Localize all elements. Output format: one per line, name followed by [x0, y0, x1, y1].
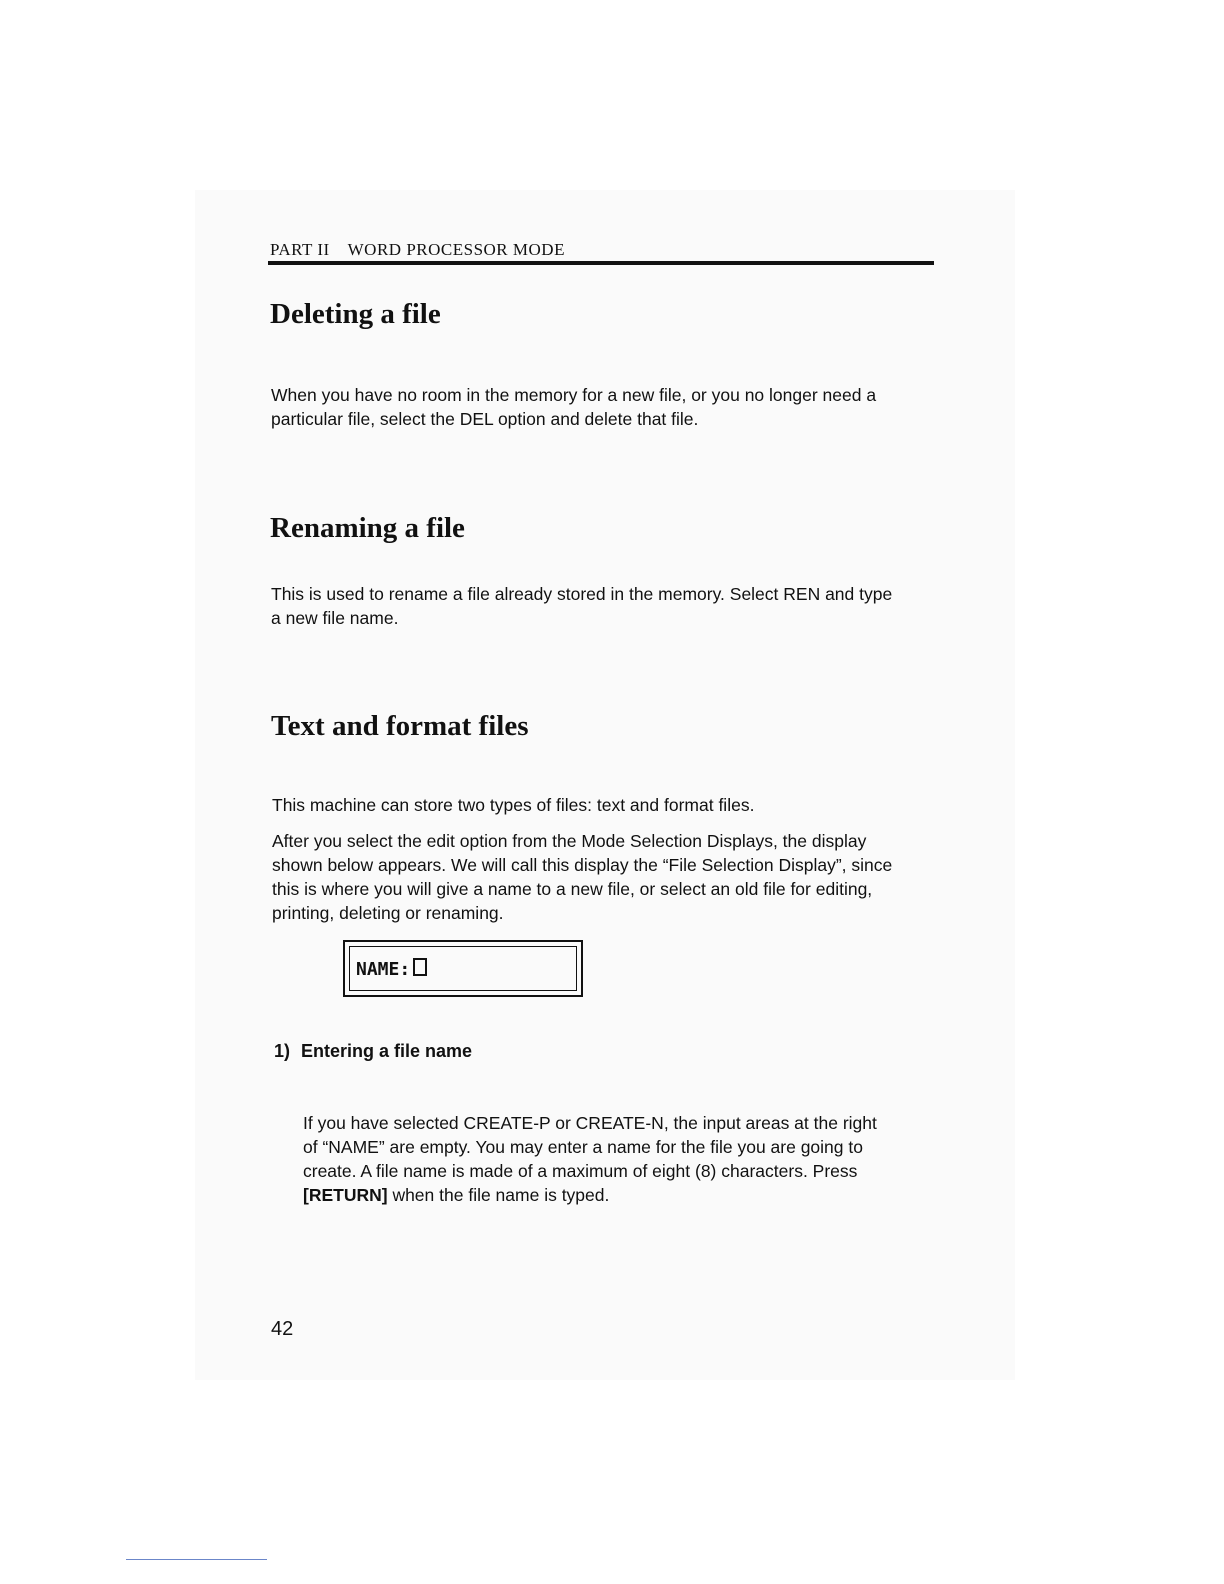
entering-text-line-2: of “NAME” are empty. You may enter a name for the file you are going to — [303, 1137, 863, 1157]
renaming-text-line-1: This is used to rename a file already stored in the memory. Select REN and type — [271, 584, 893, 604]
entering-text-line-3: create. A file name is made of a maximum of eight (8) characters. Press — [303, 1161, 858, 1181]
deleting-text-line-1: When you have no room in the memory for a new file, or you no longer need a — [271, 385, 877, 405]
renaming-text-line-2: a new file name. — [271, 608, 399, 628]
page-number: 42 — [271, 1318, 294, 1340]
header-rule — [268, 261, 934, 265]
header-part: PART II — [270, 240, 330, 259]
subheading-entering-a-file-name — [274, 1041, 472, 1062]
lcd-text: NAME: — [356, 959, 411, 980]
entering-text-line-4-rest: when the file name is typed. — [387, 1185, 610, 1205]
header-title: WORD PROCESSOR MODE — [347, 240, 565, 259]
subheading-number: 1) — [274, 1041, 291, 1061]
lcd-name-prompt — [356, 958, 427, 980]
heading-deleting-a-file: Deleting a file — [270, 298, 441, 330]
text-format-line-4: printing, deleting or renaming. — [272, 903, 504, 923]
bottom-divider — [126, 1559, 267, 1560]
running-header — [270, 240, 565, 260]
text-format-line-3: this is where you will give a name to a new file, or select an old file for editing, — [272, 879, 873, 899]
lcd-cursor-icon — [413, 958, 427, 976]
subheading-text: Entering a file name — [301, 1041, 473, 1061]
text-format-intro: This machine can store two types of files: text and format files. — [272, 795, 755, 815]
text-format-line-1: After you select the edit option from the Mode Selection Displays, the display — [272, 831, 867, 851]
return-key-label: [RETURN] — [303, 1185, 388, 1205]
deleting-text-line-2: particular file, select the DEL option and delete that file. — [271, 409, 699, 429]
text-format-line-2: shown below appears. We will call this display the “File Selection Display”, since — [272, 855, 893, 875]
heading-text-and-format-files: Text and format files — [271, 710, 529, 742]
heading-renaming-a-file: Renaming a file — [270, 512, 465, 544]
entering-text-line-4 — [303, 1183, 609, 1207]
lcd-screen — [349, 946, 577, 991]
entering-text-line-1: If you have selected CREATE-P or CREATE-N, the input areas at the right — [303, 1113, 877, 1133]
file-selection-display — [343, 940, 583, 997]
